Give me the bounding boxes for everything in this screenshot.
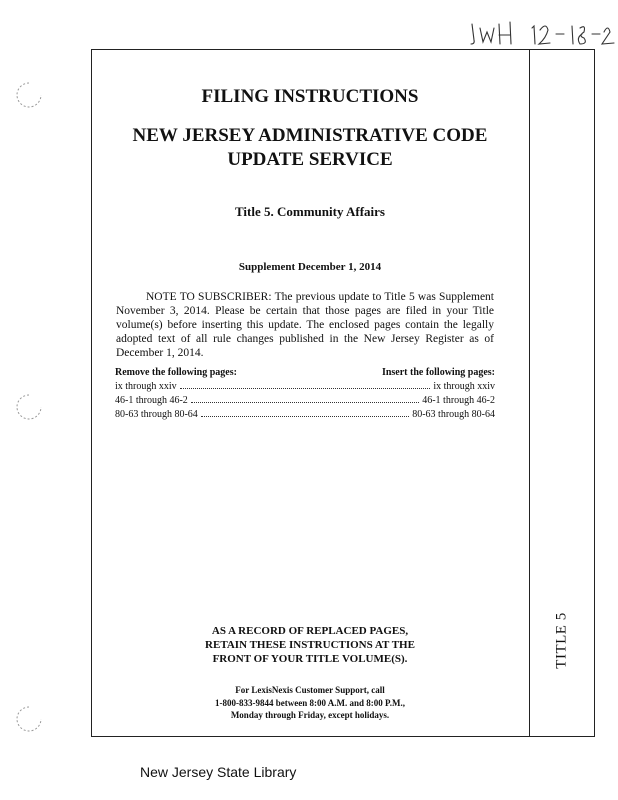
table-row — [115, 408, 495, 422]
title-tab-label: TITLE 5 — [553, 611, 570, 669]
dot-leader — [201, 416, 409, 417]
handwritten-initials-date — [468, 14, 618, 50]
insert-pages: 80-63 through 80-64 — [412, 409, 495, 420]
binder-hole-icon — [14, 392, 44, 422]
remove-pages: 80-63 through 80-64 — [115, 409, 198, 420]
support-line: Monday through Friday, except holidays. — [230, 710, 390, 720]
subtitle-line: UPDATE SERVICE — [227, 149, 393, 170]
pages-table — [115, 366, 495, 422]
record-line: AS A RECORD OF REPLACED PAGES, — [211, 625, 409, 637]
binder-hole-icon — [14, 80, 44, 110]
insert-header: Insert the following pages: — [381, 367, 495, 378]
record-instructions — [91, 624, 529, 666]
remove-pages: 46-1 through 46-2 — [115, 395, 188, 406]
remove-pages: ix through xxiv — [115, 381, 177, 392]
supplement-date: Supplement December 1, 2014 — [238, 261, 382, 273]
support-line: 1-800-833-9844 between 8:00 A.M. and 8:00 P.M., — [215, 697, 405, 708]
document-subtitle — [91, 124, 529, 172]
table-row — [115, 394, 495, 408]
record-line: RETAIN THESE INSTRUCTIONS AT THE — [205, 639, 415, 651]
title-section: Title 5. Community Affairs — [235, 204, 385, 219]
dot-leader — [191, 402, 419, 403]
binder-hole-icon — [14, 704, 44, 734]
table-row — [115, 380, 495, 394]
insert-pages: 46-1 through 46-2 — [422, 395, 495, 406]
page-title: FILING INSTRUCTIONS — [201, 86, 419, 107]
insert-pages: ix through xxiv — [433, 381, 495, 392]
dot-leader — [180, 388, 431, 389]
support-line: For LexisNexis Customer Support, call — [235, 685, 385, 695]
remove-header: Remove the following pages: — [115, 367, 237, 378]
pages-table-header — [115, 366, 495, 380]
note-to-subscriber: NOTE TO SUBSCRIBER: The previous update to Title 5 was Supplement November 3, 2014. Please be certain that those pages are filed in your Title volume(s) before inserting this update. The enclosed pages contain the legally adopted text of all rule changes published in the New Jersey Register as of December 1, 2014. — [116, 291, 494, 359]
customer-support — [91, 684, 529, 722]
title-tab — [530, 600, 594, 680]
subtitle-line: NEW JERSEY ADMINISTRATIVE CODE — [132, 125, 488, 146]
library-stamp: New Jersey State Library — [140, 764, 297, 780]
record-line: FRONT OF YOUR TITLE VOLUME(S). — [212, 653, 408, 665]
